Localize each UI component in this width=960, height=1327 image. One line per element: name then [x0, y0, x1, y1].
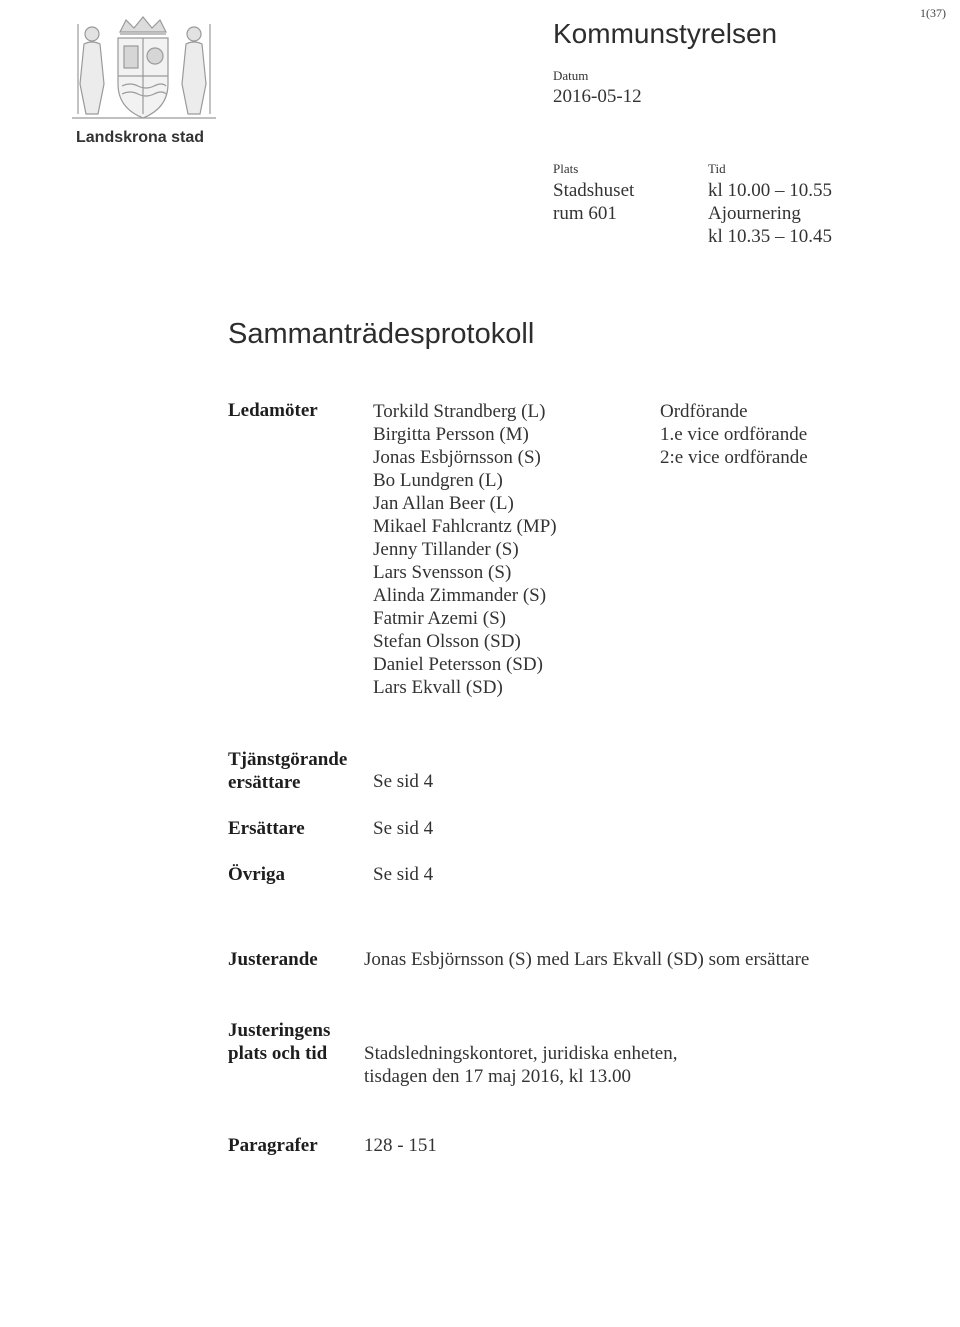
substitutes-value: Se sid 4: [373, 818, 434, 839]
adjusters-value: Jonas Esbjörnsson (S) med Lars Ekvall (SD) som ersättare: [364, 949, 810, 970]
place-line: rum 601: [553, 203, 617, 224]
place-label: Plats: [553, 161, 579, 176]
members-list: [373, 400, 557, 699]
place-line: Stadshuset: [553, 180, 635, 201]
adjusters-label: Justerande: [228, 949, 318, 970]
paragraphs-label: Paragrafer: [228, 1135, 318, 1156]
member-name: Bo Lundgren (L): [373, 470, 503, 491]
members-label: Ledamöter: [228, 400, 318, 421]
document-title: Sammanträdesprotokoll: [228, 318, 535, 350]
coat-of-arms-logo: [58, 14, 228, 126]
page-number: 1(37): [920, 6, 946, 20]
committee-title: Kommunstyrelsen: [553, 18, 778, 49]
value-line: Stadsledningskontoret, juridiska enheten,: [364, 1043, 678, 1064]
time-line: kl 10.35 – 10.45: [708, 226, 833, 247]
org-name: Landskrona stad: [76, 129, 205, 146]
member-name: Torkild Strandberg (L): [373, 401, 546, 422]
member-name: Fatmir Azemi (S): [373, 608, 506, 629]
time-line: Ajournering: [708, 203, 801, 224]
adjustment-value: [364, 1042, 677, 1088]
place-block: [553, 179, 634, 225]
member-roles: [660, 400, 808, 469]
member-role: Ordförande: [660, 401, 748, 422]
member-name: Jonas Esbjörnsson (S): [373, 447, 541, 468]
member-name: Lars Svensson (S): [373, 562, 512, 583]
member-role: 1.e vice ordförande: [660, 424, 808, 445]
date-value: 2016-05-12: [553, 86, 642, 107]
time-line: kl 10.00 – 10.55: [708, 180, 833, 201]
serving-substitutes-label: [228, 748, 347, 794]
member-name: Birgitta Persson (M): [373, 424, 529, 445]
label-line: plats och tid: [228, 1043, 328, 1064]
member-name: Jenny Tillander (S): [373, 539, 519, 560]
member-name: Daniel Petersson (SD): [373, 654, 543, 675]
serving-substitutes-value: Se sid 4: [373, 771, 434, 792]
label-line: Tjänstgörande: [228, 749, 348, 770]
label-line: ersättare: [228, 772, 301, 793]
member-name: Lars Ekvall (SD): [373, 677, 503, 698]
others-value: Se sid 4: [373, 864, 434, 885]
member-name: Mikael Fahlcrantz (MP): [373, 516, 557, 537]
member-name: Alinda Zimmander (S): [373, 585, 547, 606]
label-line: Justeringens: [228, 1020, 331, 1041]
date-label: Datum: [553, 68, 589, 83]
member-role: 2:e vice ordförande: [660, 447, 808, 468]
paragraphs-value: 128 - 151: [364, 1135, 437, 1156]
member-name: Jan Allan Beer (L): [373, 493, 514, 514]
time-label: Tid: [708, 161, 726, 176]
time-block: [708, 179, 832, 248]
adjustment-label: [228, 1019, 330, 1065]
substitutes-label: Ersättare: [228, 818, 305, 839]
member-name: Stefan Olsson (SD): [373, 631, 521, 652]
others-label: Övriga: [228, 864, 285, 885]
value-line: tisdagen den 17 maj 2016, kl 13.00: [364, 1066, 632, 1087]
